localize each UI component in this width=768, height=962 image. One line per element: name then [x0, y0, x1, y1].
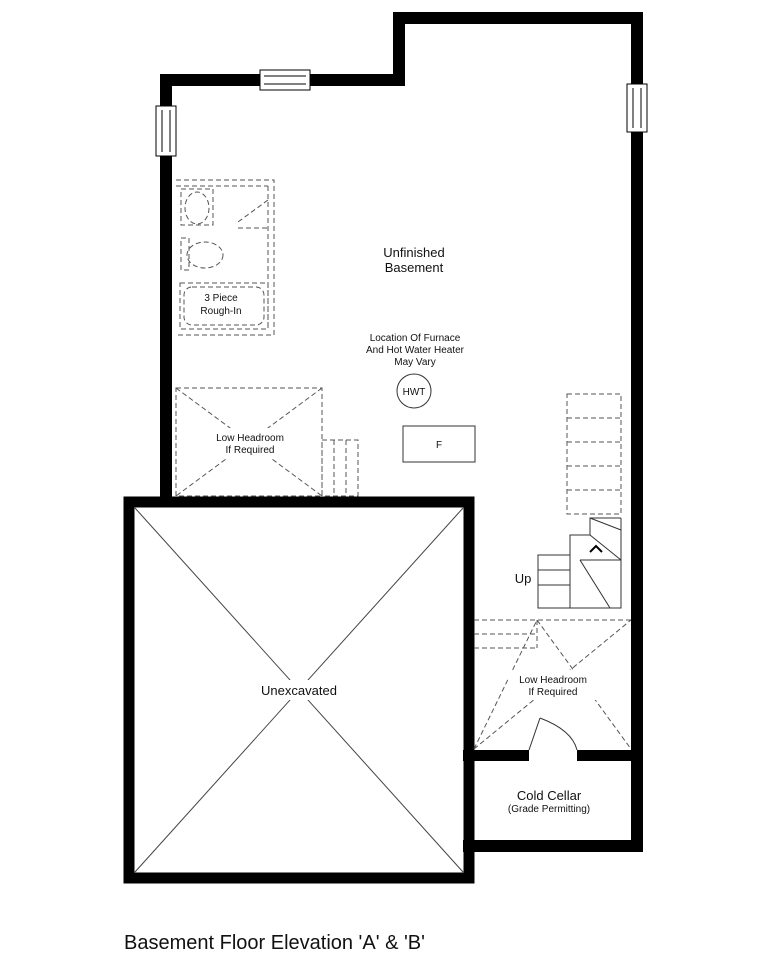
label-unfinished-2: Basement	[384, 260, 444, 275]
cold-cellar-door	[529, 718, 577, 750]
label-low-headroom-1-b: If Required	[225, 445, 275, 456]
wall-right	[631, 12, 643, 852]
label-bath-2: Rough-In	[200, 306, 242, 317]
wall-cellar-bottom	[463, 840, 643, 852]
wall-cellar-partition-right	[577, 750, 637, 761]
label-furnace-note-1: Location Of Furnace	[369, 333, 461, 344]
label-low-headroom-2-a: Low Headroom	[519, 675, 587, 686]
label-stairs-up: Up	[514, 571, 532, 586]
label-low-headroom-2-b: If Required	[528, 687, 578, 698]
plan-caption: Basement Floor Elevation 'A' & 'B'	[124, 932, 425, 954]
label-cold-cellar-2: (Grade Permitting)	[507, 804, 591, 815]
window-left	[156, 106, 176, 156]
label-unfinished-1: Unfinished	[383, 245, 445, 260]
stair-up-arrow	[590, 546, 602, 552]
label-unexcavated: Unexcavated	[261, 683, 337, 698]
staircase-solid	[538, 518, 621, 608]
sink-fixture	[185, 192, 209, 224]
toilet-tank	[181, 238, 189, 270]
label-low-headroom-1-a: Low Headroom	[216, 433, 284, 444]
toilet-bowl	[187, 242, 223, 268]
label-cold-cellar-1: Cold Cellar	[516, 788, 582, 803]
window-top	[260, 70, 310, 90]
staircase	[567, 394, 621, 514]
label-furnace-note-2: And Hot Water Heater	[365, 345, 465, 356]
label-furnace-note-3: May Vary	[394, 357, 436, 368]
window-right	[627, 84, 647, 132]
label-hwt: HWT	[402, 387, 426, 398]
label-furnace: F	[435, 440, 443, 451]
label-bath-1: 3 Piece	[204, 293, 238, 304]
wall-top-right	[393, 12, 643, 24]
